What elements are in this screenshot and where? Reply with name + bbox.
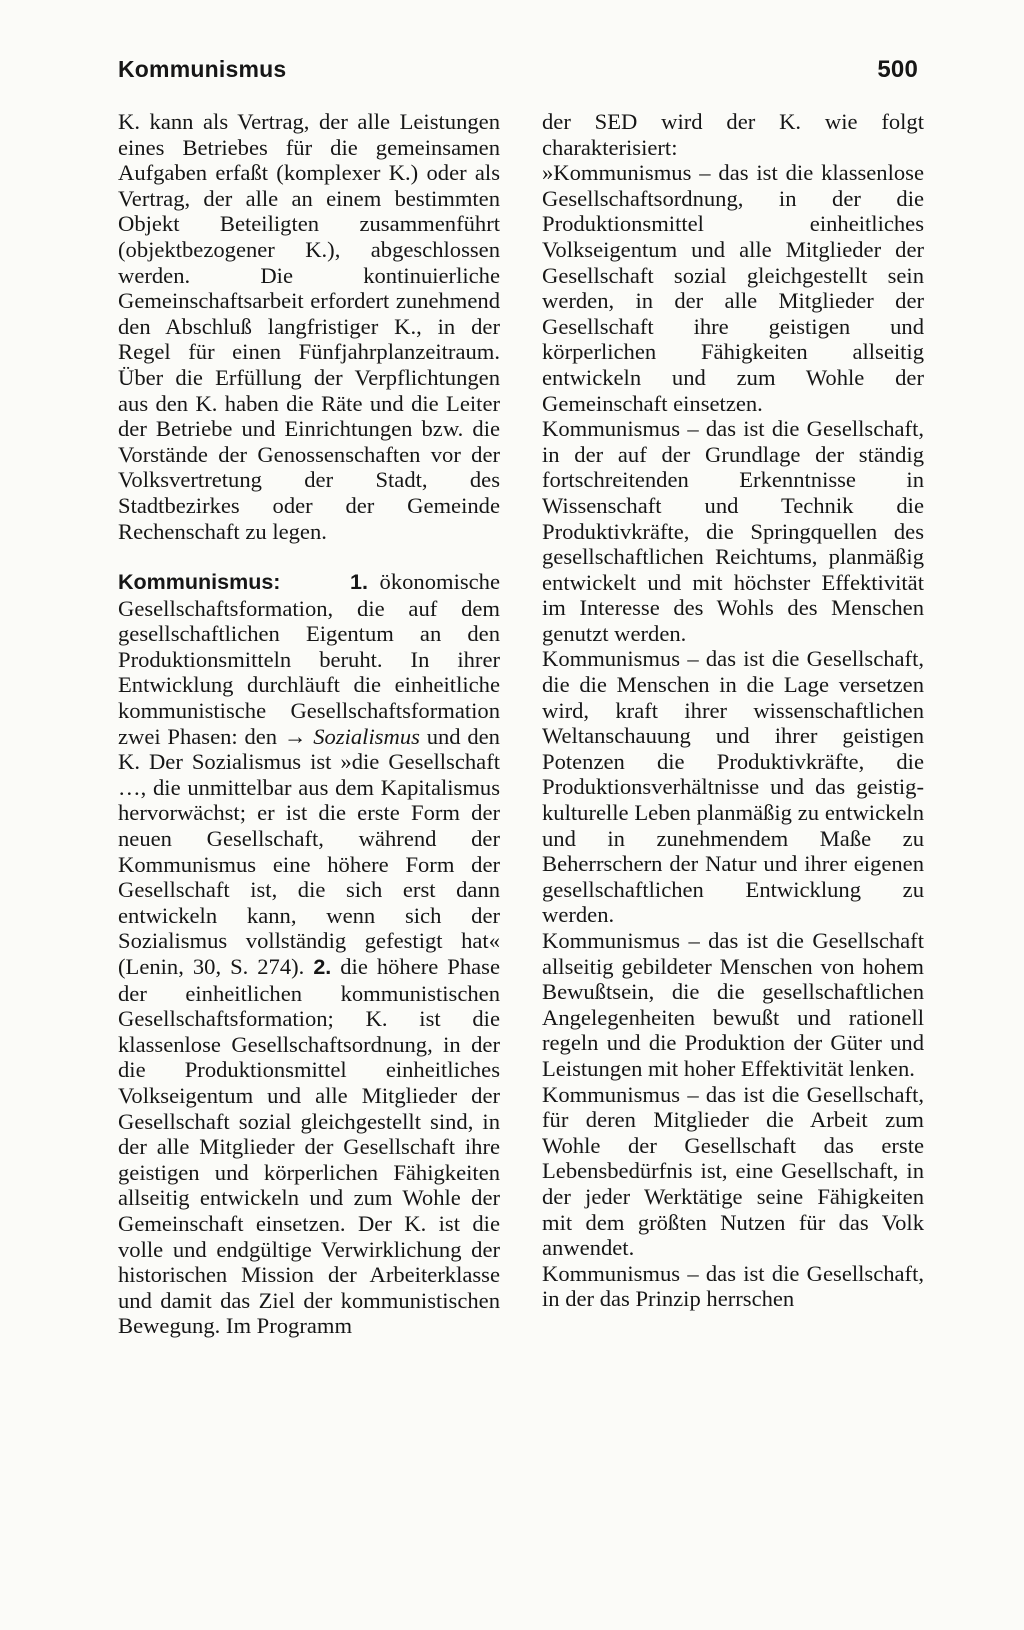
right-column [542, 109, 924, 1312]
quote-paragraph: Kommunismus – das ist die Gesellschaft, in der das Prinzip herrschen [542, 1260, 924, 1312]
quote-paragraph: Kommunismus – das ist die Gesellschaft, für deren Mitglieder die Arbeit zum Wohle der Gesellschaft das erste Lebensbedürfnis ist, eine Gesellschaft, in der jeder Werktätige seine Fähigkeiten mit dem größten Nutzen für das Volk anwendet. [542, 1081, 924, 1261]
sense-2-text: die höhere Phase der einheitlichen kommunistischen Gesellschaftsformation; K. ist die klassenlose Gesellschaftsordnung, in der die Produktionsmittel einheitliches Volkseigentum und alle Mitglieder der Gesellschaft sozial gleichgestellt sind, in der alle Mitglieder der Gesellschaft ihre geistigen und körperlichen Fähigkeiten allseitig entwickeln und zum Wohle der Gemeinschaft einsetzen. Der K. ist die volle und endgültige Verwirklichung der historischen Mission der Arbeiterklasse und damit das Ziel der kommunistischen Bewegung. Im Programm [118, 954, 500, 1339]
dictionary-entry [118, 569, 500, 1339]
entry-headword: Kommunismus: [118, 570, 281, 595]
quote-paragraph: Kommunismus – das ist die Gesellschaft allseitig gebildeter Menschen von hohem Bewußtsein, die die gesellschaftlichen Angelegenheiten bewußt und rationell regeln und die Produktion der Güter und Leistungen mit hoher Effektivität lenken. [542, 928, 924, 1081]
left-column [118, 109, 500, 1339]
quote-paragraph: Kommunismus – das ist die Gesellschaft, in der auf der Grundlage der ständig fortschreitenden Erkenntnisse in Wissenschaft und Technik die Produktivkräfte, die Springquellen des gesellschaftlichen Reichtums, planmäßig entwickelt und mit höchster Effektivität im Interesse des Wohls des Menschen genutzt werden. [542, 416, 924, 646]
sense-1-continued: und den K. Der Sozialismus ist »die Gesellschaft …, die unmittelbar aus dem Kapitalismus hervorwächst; er ist die erste Form der neuen Gesellschaft, während der Kommunismus eine höhere Form der Gesellschaft ist, die sich erst dann entwickeln kann, wenn sich der Sozialismus vollständig gefestigt hat« (Lenin, 30, S. 274). [118, 723, 500, 979]
quote-paragraph: »Kommunismus – das ist die klassenlose Gesellschaftsordnung, in der die Produktionsmittel einheitliches Volkseigentum und alle Mitglieder der Gesellschaft sozial gleichgestellt sein werden, in der alle Mitglieder der Gesellschaft ihre geistigen und körperlichen Fähigkeiten allseitig entwickeln und zum Wohle der Gemeinschaft einsetzen. [542, 160, 924, 416]
running-title: Kommunismus [118, 56, 287, 82]
sense-number-1: 1. [349, 570, 368, 595]
running-head [118, 56, 918, 84]
continued-paragraph: K. kann als Vertrag, der alle Leistungen eines Betriebes für die gemeinsamen Aufgaben erfaßt (komplexer K.) oder als Vertrag, der alle an einem bestimmten Objekt Beteiligten zusammenführt (objektbezogener K.), abgeschlossen werden. Die kontinuierliche Gemeinschaftsarbeit erfordert zunehmend den Abschluß langfristiger K., in der Regel für einen Fünfjahrplanzeitraum. Über die Erfüllung der Verpflichtungen aus den K. haben die Räte und die Leiter der Betriebe und Einrichtungen bzw. die Vorstände der Genossenschaften vor der Volksvertretung der Stadt, des Stadtbezirkes oder der Gemeinde Rechenschaft zu legen. [118, 109, 500, 544]
sense-1-text: ökonomische Gesellschaftsformation, die auf dem gesellschaftlichen Eigentum an den Produktionsmitteln beruht. In ihrer Entwicklung durchläuft die einheitliche kommunistische Gesellschaftsformation zwei Phasen: den [118, 569, 500, 749]
sense-number-2: 2. [313, 955, 332, 979]
quote-paragraph: Kommunismus – das ist die Gesellschaft, die die Menschen in die Lage versetzen wird, kraft ihrer wissenschaftlichen Weltanschauung und ihrer geistigen Potenzen die Produktivkräfte, die Produktionsverhältnisse und das geistig-kulturelle Leben planmäßig zu entwickeln und in zunehmendem Maße zu Beherrschern der Natur und ihrer eigenen gesellschaftlichen Entwicklung zu werden. [542, 646, 924, 928]
cross-reference-link[interactable]: Sozialismus [313, 723, 420, 749]
cross-reference-arrow: → [283, 723, 307, 749]
page-number: 500 [877, 56, 918, 83]
program-intro: der SED wird der K. wie folgt charakterisiert: [542, 109, 924, 160]
